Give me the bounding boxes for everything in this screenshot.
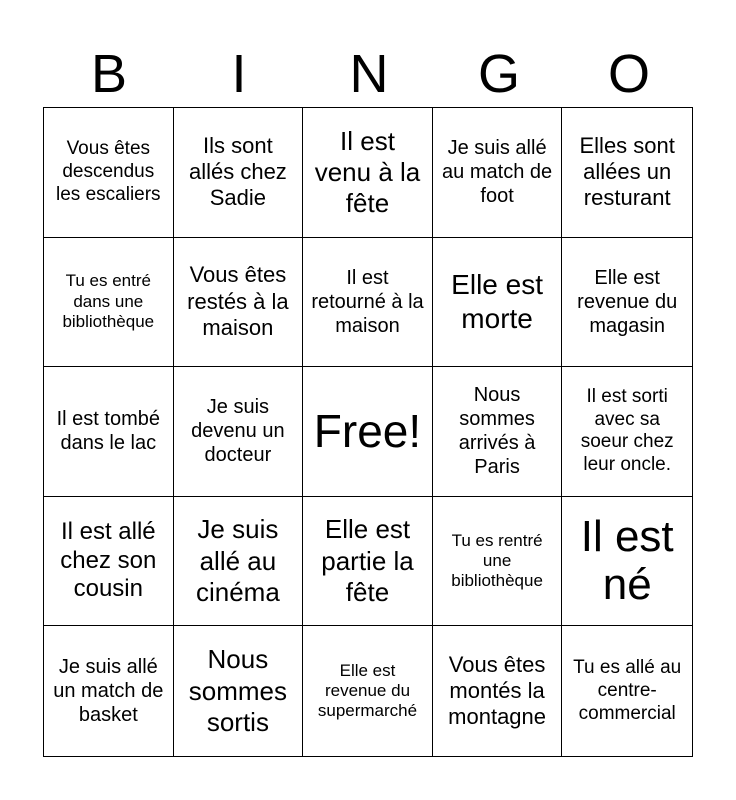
bingo-cell[interactable]: Tu es allé au centre-commercial	[573, 657, 682, 724]
bingo-cell[interactable]: Elle est morte	[433, 238, 563, 368]
header-letter-i: I	[231, 44, 247, 104]
header-letter-b: B	[90, 44, 128, 104]
bingo-cell[interactable]: Il est né	[562, 497, 692, 627]
bingo-cell[interactable]: Je suis allé un match de basket	[44, 626, 174, 756]
bingo-cell[interactable]: Vous êtes restés à la maison	[174, 238, 304, 368]
bingo-cell[interactable]: Il est venu à la fête	[303, 108, 433, 238]
bingo-cell[interactable]: Je suis allé au match de foot	[433, 108, 563, 238]
bingo-cell[interactable]: Vous êtes descendus les escaliers	[44, 108, 174, 238]
bingo-cell[interactable]: Tu es rentré une bibliothèque	[433, 497, 563, 627]
bingo-cell[interactable]: Nous sommes sortis	[174, 626, 304, 756]
bingo-cell[interactable]: Je suis allé au cinéma	[174, 497, 304, 627]
bingo-cell[interactable]: Elles sont allées un resturant	[562, 108, 692, 238]
bingo-cell[interactable]: Je suis devenu un docteur	[174, 367, 304, 497]
bingo-board	[43, 107, 693, 757]
header-letter-g: G	[477, 44, 520, 104]
header-letter-o: O	[607, 44, 650, 104]
bingo-cell[interactable]: Vous êtes montés la montagne	[433, 626, 563, 756]
bingo-cell[interactable]: Elle est partie la fête	[303, 497, 433, 627]
bingo-cell[interactable]: Il est tombé dans le lac	[44, 367, 174, 497]
bingo-cell[interactable]: Tu es entré dans une bibliothèque	[44, 238, 174, 368]
bingo-cell[interactable]: Nous sommes arrivés à Paris	[433, 367, 563, 497]
bingo-cell[interactable]: Il est sorti avec sa soeur chez leur oncle.	[562, 367, 692, 497]
bingo-cell[interactable]: Elle est revenue du magasin	[562, 238, 692, 368]
bingo-cell[interactable]: Ils sont allés chez Sadie	[174, 108, 304, 238]
header-letter-n: N	[349, 44, 389, 104]
bingo-cell[interactable]: Elle est revenue du supermarché	[303, 626, 433, 756]
bingo-cell[interactable]: Il est retourné à la maison	[303, 238, 433, 368]
free-cell[interactable]: Free!	[303, 367, 433, 497]
bingo-cell[interactable]: Il est allé chez son cousin	[44, 497, 174, 627]
bingo-header	[44, 44, 694, 104]
